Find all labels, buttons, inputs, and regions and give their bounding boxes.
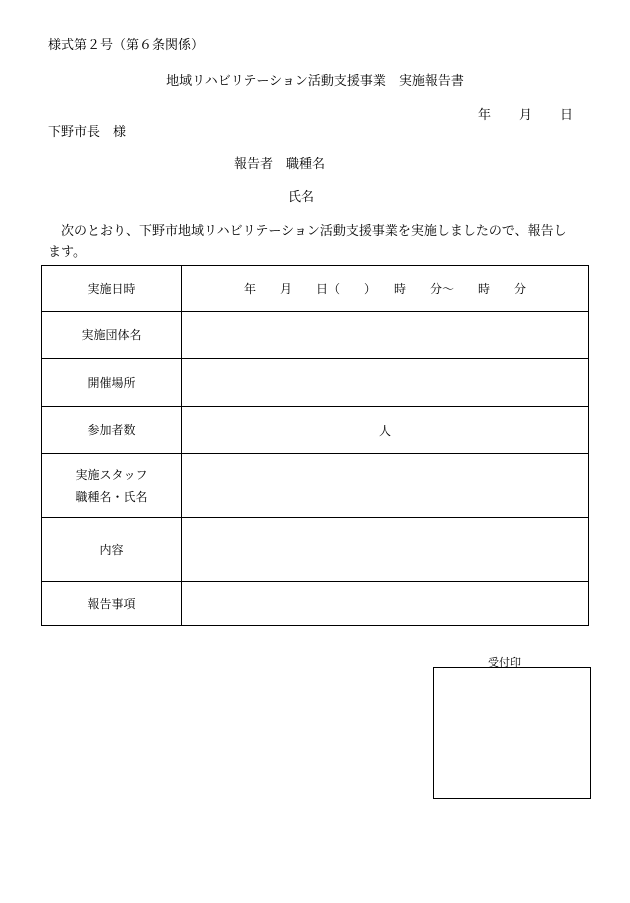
document-title: 地域リハビリテーション活動支援事業 実施報告書 xyxy=(166,74,464,89)
content-label: 内容 xyxy=(42,518,182,582)
day-label: 日 xyxy=(560,108,574,123)
content-value[interactable] xyxy=(182,518,589,582)
addressee: 下野市長 様 xyxy=(48,125,127,140)
datetime-value[interactable]: 年 月 日（ ） 時 分～ 時 分 xyxy=(182,266,589,312)
report-table xyxy=(41,265,589,626)
staff-value[interactable] xyxy=(182,454,589,518)
receipt-stamp-label: 受付印 xyxy=(488,656,521,669)
organization-value[interactable] xyxy=(182,312,589,359)
table-row-datetime xyxy=(42,266,589,312)
table-row-participants xyxy=(42,407,589,454)
participants-label: 参加者数 xyxy=(42,407,182,454)
report-statement: 次のとおり、下野市地域リハビリテーション活動支援事業を実施しましたので、報告します。 xyxy=(48,224,567,260)
year-label: 年 xyxy=(478,108,492,123)
datetime-label: 実施日時 xyxy=(42,266,182,312)
reporter-name-label: 氏名 xyxy=(288,190,315,205)
receipt-stamp-box xyxy=(433,667,591,799)
staff-label-line1: 実施スタッフ xyxy=(75,467,148,482)
form-number: 様式第２号（第６条関係） xyxy=(48,38,205,53)
reporter-role-label: 報告者 職種名 xyxy=(234,157,326,172)
staff-label-line2: 職種名・氏名 xyxy=(75,489,148,504)
table-row-report-items xyxy=(42,582,589,626)
report-items-value[interactable] xyxy=(182,582,589,626)
organization-label: 実施団体名 xyxy=(42,312,182,359)
venue-label: 開催場所 xyxy=(42,359,182,407)
table-row-content xyxy=(42,518,589,582)
table-row-venue xyxy=(42,359,589,407)
table-row-staff xyxy=(42,454,589,518)
table-row-organization xyxy=(42,312,589,359)
participants-value[interactable]: 人 xyxy=(182,407,589,454)
date-line xyxy=(478,104,573,123)
month-label: 月 xyxy=(519,108,533,123)
venue-value[interactable] xyxy=(182,359,589,407)
report-items-label: 報告事項 xyxy=(42,582,182,626)
staff-label xyxy=(42,454,182,518)
